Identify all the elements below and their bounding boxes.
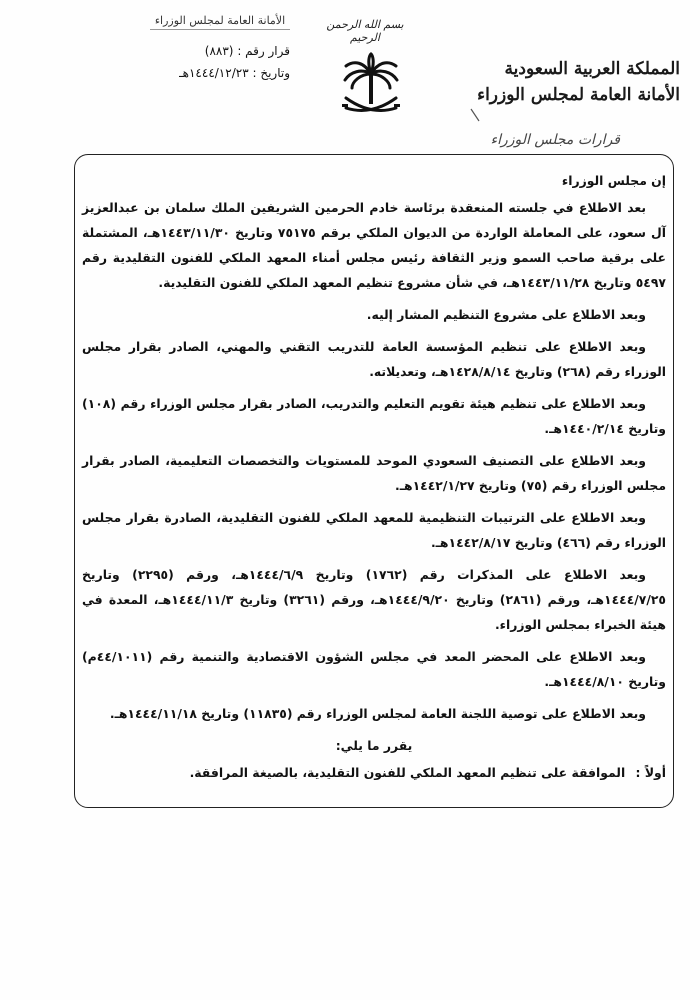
preamble-paragraph: وبعد الاطلاع على الترتيبات التنظيمية للمعهد الملكي للفنون التقليدية، الصادرة بقرار مجلس الوزراء رقم (٤٦٦) وتاريخ ١٤٤٢/٨/١٧هـ. [82,510,666,550]
item-text: الموافقة على تنظيم المعهد الملكي للفنون التقليدية، بالصيغة المرافقة. [189,765,626,780]
decision-number-value: (٨٨٣) [204,44,234,58]
preamble-paragraph: وبعد الاطلاع على تنظيم المؤسسة العامة للتدريب التقني والمهني، الصادر بقرار مجلس الوزراء رقم (٢٦٨) وتاريخ ١٤٢٨/٨/١٤هـ، وتعديلاته. [82,339,666,379]
section-title: قرارات مجلس الوزراء [490,132,620,148]
secretariat-stamp: الأمانة العامة لمجلس الوزراء [150,14,290,30]
secretariat-name: الأمانة العامة لمجلس الوزراء [477,85,680,105]
decision-item-first [82,760,666,785]
preamble-paragraph: وبعد الاطلاع على المذكرات رقم (١٧٦٢) وتاريخ ١٤٤٤/٦/٩هـ، ورقم (٢٢٩٥) وتاريخ ١٤٤٤/٧/٢٥هـ، ورقم (٢٨٦١) وتاريخ ١٤٤٤/٩/٢٠هـ، ورقم (٣٢٦١) وتاريخ ١٤٤٤/١١/٣هـ، المعدة في هيئة الخبراء بمجلس الوزراء. [82,567,666,632]
decision-body [82,168,666,792]
palm-swords-emblem-icon [340,52,402,120]
decides-heading: يقرر ما يلي: [335,738,413,753]
decision-date-row [120,62,290,84]
decision-number-row [120,40,290,62]
preamble-paragraph: وبعد الاطلاع على توصية اللجنة العامة لمجلس الوزراء رقم (١١٨٣٥) وتاريخ ١٤٤٤/١١/١٨هـ. [109,706,646,721]
decision-date-label: وتاريخ : [252,66,290,80]
preamble-paragraph: وبعد الاطلاع على مشروع التنظيم المشار إليه. [366,307,646,322]
letterhead-title [477,56,680,108]
tick-mark-icon [470,108,480,122]
preamble-paragraph: وبعد الاطلاع على تنظيم هيئة تقويم التعليم والتدريب، الصادر بقرار مجلس الوزراء رقم (١٠٨) وتاريخ ١٤٤٠/٢/١٤هـ. [82,396,666,436]
bismillah-heading: بسم الله الرحمن الرحيم [326,18,404,44]
preamble-paragraph: بعد الاطلاع في جلسته المنعقدة برئاسة خادم الحرمين الشريفين الملك سلمان بن عبدالعزيز آل سعود، على المعاملة الواردة من الديوان الملكي برقم ٧٥١٧٥ وتاريخ ١٤٤٣/١١/٣٠هـ، المشتملة على برقية صاحب السمو وزير الثقافة رئيس مجلس أمناء المعهد الملكي للفنون التقليدية رقم ٥٤٩٧ وتاريخ ١٤٤٣/١١/٢٨هـ، في شأن مشروع تنظيم المعهد الملكي للفنون التقليدية. [82,200,666,290]
item-number: أولاً : [635,765,666,780]
kingdom-name: المملكة العربية السعودية [504,59,680,79]
decision-reference [120,40,290,84]
decision-number-label: قرار رقم : [237,44,290,58]
preamble-paragraph: وبعد الاطلاع على التصنيف السعودي الموحد للمستويات والتخصصات التعليمية، الصادر بقرار مجلس الوزراء رقم (٧٥) وتاريخ ١٤٤٢/١/٢٧هـ. [82,453,666,493]
preamble-paragraph: وبعد الاطلاع على المحضر المعد في مجلس الشؤون الاقتصادية والتنمية رقم (٤٤/١٠١١م) وتاريخ ١٤٤٤/٨/١٠هـ. [82,649,666,689]
opening-line: إن مجلس الوزراء [561,173,666,188]
decision-date-value: ١٤٤٤/١٢/٢٣هـ [179,66,249,80]
